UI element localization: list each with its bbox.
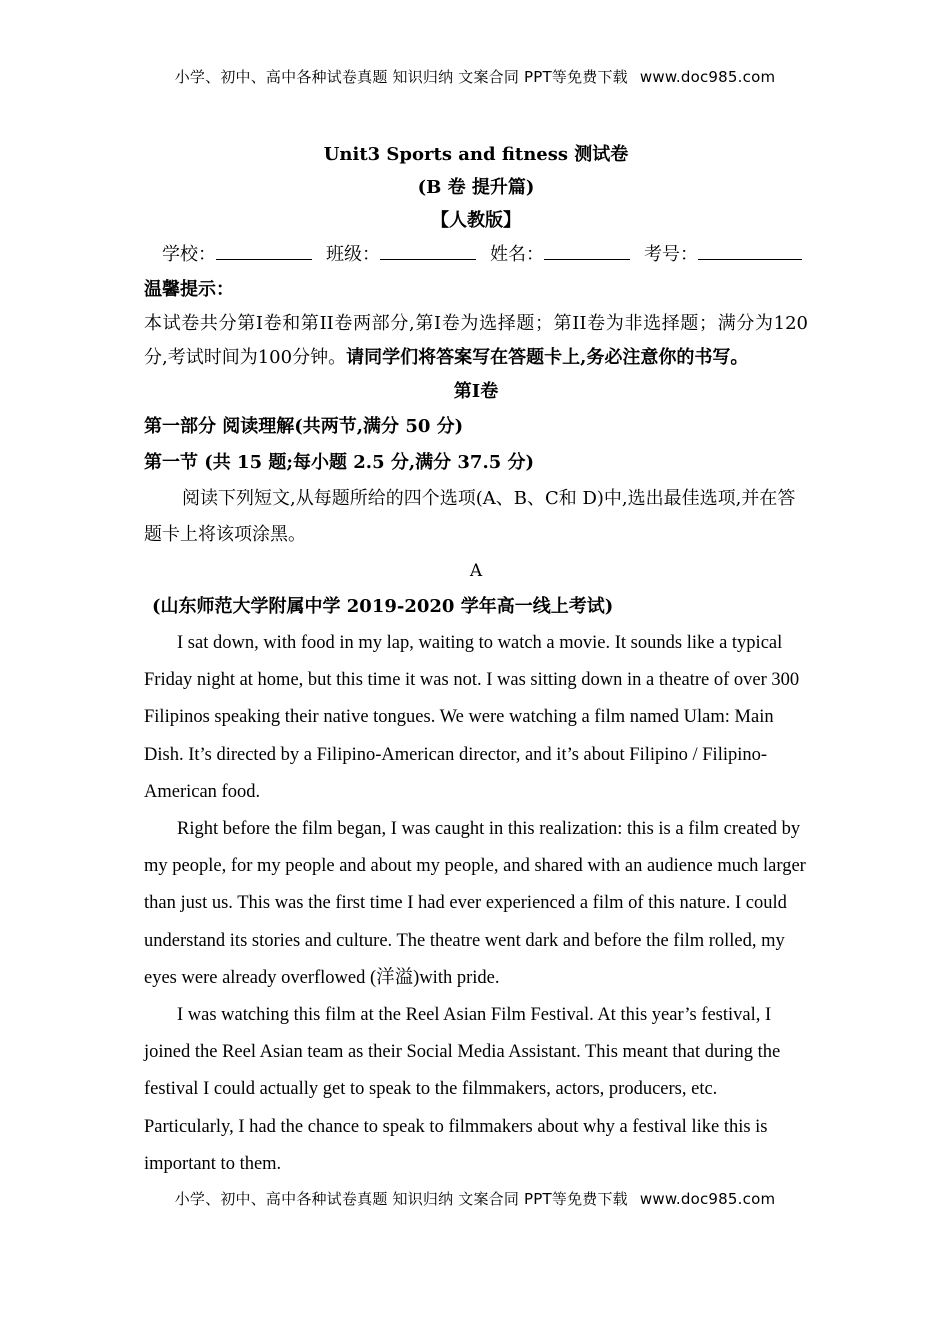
number-label: 考号： xyxy=(644,244,698,265)
school-label: 学校： xyxy=(162,244,216,265)
number-blank[interactable] xyxy=(698,239,802,260)
document-body xyxy=(144,140,808,1183)
tips-text: 本试卷共分第I卷和第II卷两部分,第I卷为选择题；第II卷为非选择题；满分为120分,考试时间为100分钟。 xyxy=(144,313,808,368)
footer-site-link[interactable]: www.doc985.com xyxy=(639,1190,776,1208)
name-label: 姓名： xyxy=(490,244,544,265)
header-banner: 小学、初中、高中各种试卷真题 知识归纳 文案合同 PPT等免费下载 xyxy=(174,68,628,86)
section1-heading: 第一节 (共 15 题;每小题 2.5 分,满分 37.5 分) xyxy=(144,452,535,473)
tips-emphasis: 请同学们将答案写在答题卡上,务必注意你的书写。 xyxy=(346,347,749,368)
tips-title: 温馨提示： xyxy=(144,279,234,300)
header-site-link[interactable]: www.doc985.com xyxy=(639,68,776,86)
name-blank[interactable] xyxy=(544,239,630,260)
class-label: 班级： xyxy=(326,244,380,265)
page-footer xyxy=(0,1188,950,1209)
tips-body xyxy=(144,307,808,375)
student-info-row xyxy=(144,239,808,273)
exam-edition: 【人教版】 xyxy=(431,210,521,231)
passage-paragraph: Right before the film began, I was caught in this realization: this is a film created by my people, for my people and about my people, and shared with an audience much larger than just us. This was the first time I had ever experienced a film of this nature. I could understand its stories and culture. The theatre went dark and before the film rolled, my eyes were already overflowed (洋溢)with pride. xyxy=(144,819,806,988)
part1-heading: 第一部分 阅读理解(共两节,满分 50 分) xyxy=(144,416,464,437)
passage-letter: A xyxy=(469,561,483,581)
page-header xyxy=(0,66,950,87)
exam-title: Unit3 Sports and fitness 测试卷 xyxy=(323,144,629,165)
class-blank[interactable] xyxy=(380,239,476,260)
school-blank[interactable] xyxy=(216,239,312,260)
footer-banner: 小学、初中、高中各种试卷真题 知识归纳 文案合同 PPT等免费下载 xyxy=(174,1190,628,1208)
passage-source: (山东师范大学附属中学 2019-2020 学年高一线上考试) xyxy=(152,596,614,617)
exam-subtitle: (B 卷 提升篇) xyxy=(417,177,535,198)
passage-paragraph: I sat down, with food in my lap, waiting to watch a movie. It sounds like a typical Friday night at home, but this time it was not. I was sitting down in a theatre of over 300 Filipinos speaking their native tongues. We were watching a film named Ulam: Main Dish. It’s directed by a Filipino-American director, and it’s about Filipino / Filipino-American food. xyxy=(144,633,800,802)
directions: 阅读下列短文,从每题所给的四个选项(A、B、C和 D)中,选出最佳选项,并在答题卡上将该项涂黑。 xyxy=(144,488,796,545)
passage-paragraph: I was watching this film at the Reel Asian Film Festival. At this year’s festival, I joined the Reel Asian team as their Social Media Assistant. This meant that during the festival I could actually get to speak to the filmmakers, actors, producers, etc. Particularly, I had the chance to speak to filmmakers about why a festival like this is important to them. xyxy=(144,1005,781,1174)
volume-heading: 第I卷 xyxy=(453,381,499,402)
